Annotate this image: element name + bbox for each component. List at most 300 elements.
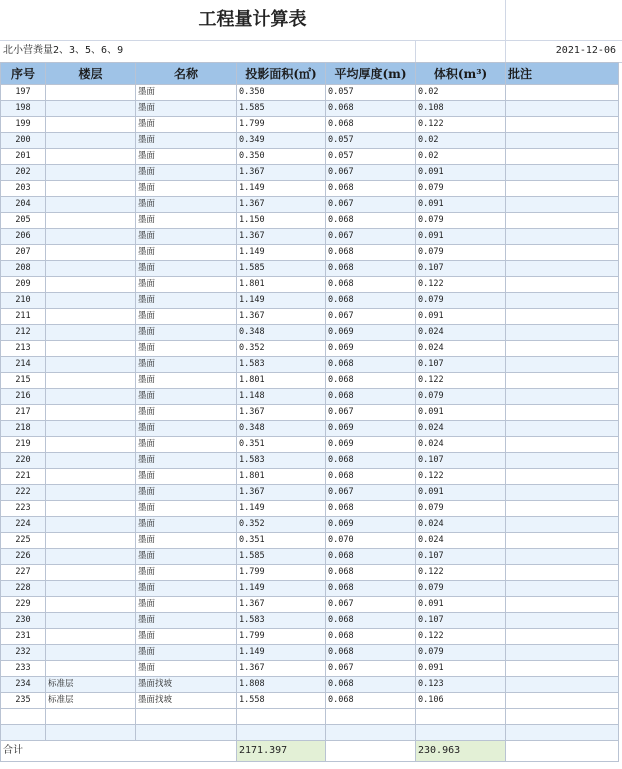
cell-thickness[interactable]: 0.068 — [326, 565, 416, 581]
cell-name[interactable]: 墨面 — [136, 213, 237, 229]
cell-area[interactable]: 1.149 — [237, 245, 326, 261]
cell-floor[interactable] — [46, 101, 136, 117]
cell-seq[interactable]: 215 — [1, 373, 46, 389]
cell-note[interactable] — [506, 469, 619, 485]
table-row — [1, 277, 619, 293]
cell-volume[interactable]: 0.107 — [416, 261, 506, 277]
cell-note[interactable] — [506, 677, 619, 693]
cell-name[interactable]: 墨面 — [136, 341, 237, 357]
cell-seq[interactable]: 202 — [1, 165, 46, 181]
cell-seq[interactable]: 225 — [1, 533, 46, 549]
cell-seq[interactable]: 235 — [1, 693, 46, 709]
cell-thickness[interactable]: 0.068 — [326, 373, 416, 389]
cell-seq[interactable]: 214 — [1, 357, 46, 373]
cell-note[interactable] — [506, 661, 619, 677]
cell-floor[interactable]: 标准层 — [46, 677, 136, 693]
cell-volume[interactable]: 0.091 — [416, 661, 506, 677]
cell-thickness[interactable]: 0.067 — [326, 661, 416, 677]
cell-floor[interactable] — [46, 117, 136, 133]
cell-area[interactable]: 0.348 — [237, 421, 326, 437]
cell-seq[interactable]: 218 — [1, 421, 46, 437]
cell-thickness[interactable]: 0.068 — [326, 245, 416, 261]
cell-name[interactable]: 墨面找坡 — [136, 677, 237, 693]
cell-note[interactable] — [506, 405, 619, 421]
cell-name[interactable]: 墨面 — [136, 453, 237, 469]
project-name[interactable]: 北小营粪量2、3、5、6、9 — [3, 45, 124, 56]
cell-area[interactable]: 1.149 — [237, 293, 326, 309]
cell-floor[interactable] — [46, 533, 136, 549]
cell-floor[interactable] — [46, 133, 136, 149]
cell-area[interactable]: 1.367 — [237, 485, 326, 501]
cell-thickness[interactable]: 0.068 — [326, 389, 416, 405]
cell-area[interactable]: 1.367 — [237, 661, 326, 677]
cell-note[interactable] — [506, 693, 619, 709]
cell-floor[interactable] — [46, 469, 136, 485]
cell-note[interactable] — [506, 229, 619, 245]
cell-name[interactable]: 墨面 — [136, 421, 237, 437]
cell-volume[interactable]: 0.079 — [416, 181, 506, 197]
cell-area[interactable]: 1.148 — [237, 389, 326, 405]
col-header-floor[interactable]: 楼层 — [46, 63, 136, 85]
cell-name[interactable]: 墨面 — [136, 405, 237, 421]
cell-volume[interactable]: 0.091 — [416, 165, 506, 181]
cell-volume[interactable]: 0.024 — [416, 341, 506, 357]
cell-seq[interactable]: 220 — [1, 453, 46, 469]
cell-floor[interactable] — [46, 645, 136, 661]
table-body — [1, 85, 619, 709]
cell-floor[interactable] — [46, 245, 136, 261]
cell-thickness[interactable]: 0.067 — [326, 485, 416, 501]
cell-note[interactable] — [506, 613, 619, 629]
cell-thickness[interactable]: 0.068 — [326, 645, 416, 661]
cell-floor[interactable] — [46, 85, 136, 101]
cell-volume[interactable]: 0.107 — [416, 357, 506, 373]
col-header-note[interactable]: 批注 — [506, 63, 619, 85]
cell-thickness[interactable]: 0.070 — [326, 533, 416, 549]
cell-thickness[interactable]: 0.068 — [326, 693, 416, 709]
cell-name[interactable]: 墨面 — [136, 645, 237, 661]
cell-name[interactable]: 墨面 — [136, 389, 237, 405]
cell-volume[interactable]: 0.122 — [416, 373, 506, 389]
cell-floor[interactable] — [46, 277, 136, 293]
cell-seq[interactable]: 205 — [1, 213, 46, 229]
cell-thickness[interactable]: 0.069 — [326, 421, 416, 437]
cell-thickness[interactable]: 0.068 — [326, 293, 416, 309]
cell-seq[interactable]: 209 — [1, 277, 46, 293]
cell-area[interactable]: 1.801 — [237, 277, 326, 293]
cell-name[interactable]: 墨面 — [136, 533, 237, 549]
cell-name[interactable]: 墨面 — [136, 469, 237, 485]
cell-area[interactable]: 1.367 — [237, 197, 326, 213]
cell-volume[interactable]: 0.02 — [416, 85, 506, 101]
cell-area[interactable]: 1.799 — [237, 629, 326, 645]
cell-volume[interactable]: 0.107 — [416, 549, 506, 565]
cell-floor[interactable] — [46, 293, 136, 309]
col-header-volume[interactable]: 体积(m³) — [416, 63, 506, 85]
cell-thickness[interactable]: 0.068 — [326, 277, 416, 293]
cell-area[interactable]: 1.585 — [237, 101, 326, 117]
cell-floor[interactable] — [46, 373, 136, 389]
cell-floor[interactable] — [46, 549, 136, 565]
table-row — [1, 101, 619, 117]
cell-seq[interactable]: 200 — [1, 133, 46, 149]
total-volume[interactable]: 230.963 — [416, 741, 506, 762]
cell-floor[interactable] — [46, 261, 136, 277]
cell-volume[interactable]: 0.079 — [416, 213, 506, 229]
cell-volume[interactable]: 0.079 — [416, 645, 506, 661]
cell-thickness[interactable]: 0.068 — [326, 357, 416, 373]
cell-name[interactable]: 墨面 — [136, 581, 237, 597]
cell-area[interactable]: 0.350 — [237, 85, 326, 101]
cell-volume[interactable]: 0.107 — [416, 453, 506, 469]
cell-name[interactable]: 墨面 — [136, 325, 237, 341]
cell-floor[interactable] — [46, 341, 136, 357]
cell-volume[interactable]: 0.091 — [416, 405, 506, 421]
cell-volume[interactable]: 0.091 — [416, 309, 506, 325]
cell-floor[interactable] — [46, 357, 136, 373]
table-row — [1, 549, 619, 565]
cell-name[interactable]: 墨面 — [136, 597, 237, 613]
cell-thickness[interactable]: 0.068 — [326, 181, 416, 197]
table-row — [1, 629, 619, 645]
cell-floor[interactable] — [46, 613, 136, 629]
col-header-thickness[interactable]: 平均厚度(m) — [326, 63, 416, 85]
cell-name[interactable]: 墨面 — [136, 629, 237, 645]
header-row — [1, 63, 619, 85]
cell-floor[interactable] — [46, 181, 136, 197]
cell-floor[interactable] — [46, 213, 136, 229]
cell-thickness[interactable]: 0.067 — [326, 229, 416, 245]
cell-name[interactable]: 墨面 — [136, 277, 237, 293]
cell-note[interactable] — [506, 549, 619, 565]
cell-seq[interactable]: 222 — [1, 485, 46, 501]
cell-thickness[interactable]: 0.068 — [326, 101, 416, 117]
cell-area[interactable]: 0.349 — [237, 133, 326, 149]
cell-name[interactable]: 墨面 — [136, 501, 237, 517]
cell-seq[interactable]: 219 — [1, 437, 46, 453]
cell-seq[interactable]: 201 — [1, 149, 46, 165]
cell-name[interactable]: 墨面 — [136, 197, 237, 213]
cell-volume[interactable]: 0.091 — [416, 229, 506, 245]
cell-name[interactable]: 墨面 — [136, 549, 237, 565]
cell-note[interactable] — [506, 309, 619, 325]
cell-floor[interactable] — [46, 389, 136, 405]
cell-volume[interactable]: 0.122 — [416, 277, 506, 293]
cell-area[interactable]: 1.367 — [237, 405, 326, 421]
cell-volume[interactable]: 0.108 — [416, 101, 506, 117]
cell-name[interactable]: 墨面 — [136, 517, 237, 533]
cell-note[interactable] — [506, 565, 619, 581]
cell-name[interactable]: 墨面 — [136, 245, 237, 261]
sheet-date[interactable]: 2021-12-06 — [555, 45, 616, 56]
col-header-seq[interactable]: 序号 — [1, 63, 46, 85]
cell-seq[interactable]: 230 — [1, 613, 46, 629]
cell-note[interactable] — [506, 133, 619, 149]
cell-volume[interactable]: 0.106 — [416, 693, 506, 709]
cell-name[interactable]: 墨面 — [136, 437, 237, 453]
cell-floor[interactable] — [46, 501, 136, 517]
cell-seq[interactable]: 226 — [1, 549, 46, 565]
cell-volume[interactable]: 0.079 — [416, 581, 506, 597]
cell-name[interactable]: 墨面 — [136, 229, 237, 245]
cell-floor[interactable] — [46, 485, 136, 501]
cell-thickness[interactable]: 0.068 — [326, 213, 416, 229]
cell-area[interactable]: 1.799 — [237, 117, 326, 133]
cell-seq[interactable]: 221 — [1, 469, 46, 485]
cell-name[interactable]: 墨面 — [136, 117, 237, 133]
cell-note[interactable] — [506, 101, 619, 117]
cell-area[interactable]: 1.367 — [237, 229, 326, 245]
table-row — [1, 517, 619, 533]
cell-note[interactable] — [506, 261, 619, 277]
cell-thickness[interactable]: 0.069 — [326, 341, 416, 357]
cell-area[interactable]: 1.801 — [237, 373, 326, 389]
cell-name[interactable]: 墨面 — [136, 261, 237, 277]
cell-seq[interactable]: 231 — [1, 629, 46, 645]
cell-seq[interactable]: 197 — [1, 85, 46, 101]
cell-volume[interactable]: 0.02 — [416, 149, 506, 165]
col-header-area[interactable]: 投影面积(㎡) — [237, 63, 326, 85]
cell-thickness[interactable]: 0.068 — [326, 677, 416, 693]
cell-thickness[interactable]: 0.057 — [326, 149, 416, 165]
cell-area[interactable]: 1.799 — [237, 565, 326, 581]
cell-volume[interactable]: 0.091 — [416, 197, 506, 213]
cell-note[interactable] — [506, 453, 619, 469]
cell-seq[interactable]: 216 — [1, 389, 46, 405]
cell-area[interactable]: 1.583 — [237, 453, 326, 469]
cell-floor[interactable] — [46, 597, 136, 613]
cell-volume[interactable]: 0.107 — [416, 613, 506, 629]
cell-area[interactable]: 0.351 — [237, 533, 326, 549]
cell-note[interactable] — [506, 581, 619, 597]
cell-floor[interactable] — [46, 565, 136, 581]
cell-thickness[interactable]: 0.067 — [326, 405, 416, 421]
cell-thickness[interactable]: 0.069 — [326, 517, 416, 533]
blank-row — [1, 725, 619, 741]
cell-area[interactable]: 1.150 — [237, 213, 326, 229]
cell-note[interactable] — [506, 373, 619, 389]
cell-name[interactable]: 墨面 — [136, 565, 237, 581]
cell-volume[interactable]: 0.122 — [416, 469, 506, 485]
cell-seq[interactable]: 204 — [1, 197, 46, 213]
cell-note[interactable] — [506, 437, 619, 453]
cell-area[interactable]: 0.352 — [237, 517, 326, 533]
cell-thickness[interactable]: 0.057 — [326, 133, 416, 149]
cell-name[interactable]: 墨面 — [136, 181, 237, 197]
cell-floor[interactable] — [46, 309, 136, 325]
cell-name[interactable]: 墨面 — [136, 485, 237, 501]
cell-note[interactable] — [506, 421, 619, 437]
cell-seq[interactable]: 211 — [1, 309, 46, 325]
cell-name[interactable]: 墨面 — [136, 165, 237, 181]
cell-thickness[interactable]: 0.068 — [326, 581, 416, 597]
cell-note[interactable] — [506, 517, 619, 533]
total-area[interactable]: 2171.397 — [237, 741, 326, 762]
cell-note[interactable] — [506, 245, 619, 261]
cell-note[interactable] — [506, 197, 619, 213]
cell-name[interactable]: 墨面 — [136, 101, 237, 117]
cell-note[interactable] — [506, 293, 619, 309]
cell-thickness[interactable]: 0.057 — [326, 85, 416, 101]
cell-seq[interactable]: 228 — [1, 581, 46, 597]
cell-floor[interactable]: 标准层 — [46, 693, 136, 709]
cell-area[interactable]: 1.585 — [237, 549, 326, 565]
cell-floor[interactable] — [46, 165, 136, 181]
cell-floor[interactable] — [46, 517, 136, 533]
cell-note[interactable] — [506, 165, 619, 181]
cell-name[interactable]: 墨面 — [136, 293, 237, 309]
cell-area[interactable]: 1.149 — [237, 181, 326, 197]
cell-thickness[interactable]: 0.068 — [326, 261, 416, 277]
cell-seq[interactable]: 210 — [1, 293, 46, 309]
cell-volume[interactable]: 0.079 — [416, 245, 506, 261]
cell-area[interactable]: 0.352 — [237, 341, 326, 357]
total-label[interactable]: 合计 — [1, 741, 237, 762]
table-row — [1, 469, 619, 485]
cell-floor[interactable] — [46, 453, 136, 469]
cell-thickness[interactable]: 0.069 — [326, 325, 416, 341]
cell-note[interactable] — [506, 485, 619, 501]
table-row — [1, 309, 619, 325]
cell-area[interactable]: 1.149 — [237, 645, 326, 661]
cell-name[interactable]: 墨面找坡 — [136, 693, 237, 709]
cell-volume[interactable]: 0.122 — [416, 565, 506, 581]
cell-thickness[interactable]: 0.067 — [326, 309, 416, 325]
cell-note[interactable] — [506, 597, 619, 613]
cell-seq[interactable]: 217 — [1, 405, 46, 421]
cell-name[interactable]: 墨面 — [136, 85, 237, 101]
cell-area[interactable]: 1.583 — [237, 357, 326, 373]
cell-note[interactable] — [506, 341, 619, 357]
cell-floor[interactable] — [46, 149, 136, 165]
cell-volume[interactable]: 0.122 — [416, 117, 506, 133]
cell-area[interactable]: 0.348 — [237, 325, 326, 341]
cell-note[interactable] — [506, 149, 619, 165]
table-row — [1, 693, 619, 709]
cell-note[interactable] — [506, 85, 619, 101]
cell-note[interactable] — [506, 117, 619, 133]
cell-area[interactable]: 1.367 — [237, 309, 326, 325]
cell-seq[interactable]: 224 — [1, 517, 46, 533]
cell-volume[interactable]: 0.024 — [416, 533, 506, 549]
cell-area[interactable]: 1.808 — [237, 677, 326, 693]
cell-thickness[interactable]: 0.067 — [326, 597, 416, 613]
cell-name[interactable]: 墨面 — [136, 613, 237, 629]
cell-note[interactable] — [506, 325, 619, 341]
cell-thickness[interactable]: 0.069 — [326, 437, 416, 453]
cell-floor[interactable] — [46, 229, 136, 245]
cell-floor[interactable] — [46, 437, 136, 453]
cell-note[interactable] — [506, 629, 619, 645]
cell-seq[interactable]: 198 — [1, 101, 46, 117]
cell-volume[interactable]: 0.122 — [416, 629, 506, 645]
cell-volume[interactable]: 0.024 — [416, 325, 506, 341]
cell-note[interactable] — [506, 389, 619, 405]
cell-area[interactable]: 1.149 — [237, 501, 326, 517]
cell-volume[interactable]: 0.024 — [416, 437, 506, 453]
cell-name[interactable]: 墨面 — [136, 309, 237, 325]
cell-seq[interactable]: 223 — [1, 501, 46, 517]
cell-seq[interactable]: 212 — [1, 325, 46, 341]
col-header-name[interactable]: 名称 — [136, 63, 237, 85]
cell-volume[interactable]: 0.024 — [416, 421, 506, 437]
cell-note[interactable] — [506, 645, 619, 661]
cell-seq[interactable]: 203 — [1, 181, 46, 197]
cell-thickness[interactable]: 0.068 — [326, 117, 416, 133]
cell-seq[interactable]: 227 — [1, 565, 46, 581]
cell-volume[interactable]: 0.024 — [416, 517, 506, 533]
cell-area[interactable]: 0.350 — [237, 149, 326, 165]
cell-floor[interactable] — [46, 629, 136, 645]
cell-note[interactable] — [506, 213, 619, 229]
cell-volume[interactable]: 0.123 — [416, 677, 506, 693]
cell-thickness[interactable]: 0.068 — [326, 453, 416, 469]
cell-area[interactable]: 1.585 — [237, 261, 326, 277]
cell-seq[interactable]: 213 — [1, 341, 46, 357]
cell-floor[interactable] — [46, 325, 136, 341]
cell-note[interactable] — [506, 277, 619, 293]
cell-thickness[interactable]: 0.068 — [326, 549, 416, 565]
cell-volume[interactable]: 0.091 — [416, 485, 506, 501]
cell-thickness[interactable]: 0.068 — [326, 501, 416, 517]
cell-seq[interactable]: 234 — [1, 677, 46, 693]
sheet-title: 工程量计算表 — [198, 9, 307, 30]
table-row — [1, 245, 619, 261]
cell-thickness[interactable]: 0.068 — [326, 469, 416, 485]
cell-seq[interactable]: 233 — [1, 661, 46, 677]
cell-volume[interactable]: 0.079 — [416, 389, 506, 405]
cell-seq[interactable]: 206 — [1, 229, 46, 245]
cell-thickness[interactable]: 0.067 — [326, 197, 416, 213]
cell-volume[interactable]: 0.079 — [416, 501, 506, 517]
cell-note[interactable] — [506, 501, 619, 517]
cell-area[interactable]: 1.367 — [237, 597, 326, 613]
cell-seq[interactable]: 208 — [1, 261, 46, 277]
cell-area[interactable]: 0.351 — [237, 437, 326, 453]
cell-seq[interactable]: 199 — [1, 117, 46, 133]
cell-name[interactable]: 墨面 — [136, 149, 237, 165]
cell-name[interactable]: 墨面 — [136, 133, 237, 149]
cell-name[interactable]: 墨面 — [136, 357, 237, 373]
cell-seq[interactable]: 232 — [1, 645, 46, 661]
cell-area[interactable]: 1.367 — [237, 165, 326, 181]
cell-thickness[interactable]: 0.067 — [326, 165, 416, 181]
cell-floor[interactable] — [46, 661, 136, 677]
cell-name[interactable]: 墨面 — [136, 373, 237, 389]
cell-area[interactable]: 1.558 — [237, 693, 326, 709]
cell-seq[interactable]: 229 — [1, 597, 46, 613]
cell-volume[interactable]: 0.091 — [416, 597, 506, 613]
cell-thickness[interactable]: 0.068 — [326, 613, 416, 629]
cell-area[interactable]: 1.801 — [237, 469, 326, 485]
cell-floor[interactable] — [46, 197, 136, 213]
cell-volume[interactable]: 0.079 — [416, 293, 506, 309]
cell-note[interactable] — [506, 533, 619, 549]
cell-thickness[interactable]: 0.068 — [326, 629, 416, 645]
cell-note[interactable] — [506, 181, 619, 197]
cell-area[interactable]: 1.583 — [237, 613, 326, 629]
total-row — [1, 741, 619, 762]
cell-floor[interactable] — [46, 405, 136, 421]
cell-note[interactable] — [506, 357, 619, 373]
cell-area[interactable]: 1.149 — [237, 581, 326, 597]
cell-seq[interactable]: 207 — [1, 245, 46, 261]
cell-name[interactable]: 墨面 — [136, 661, 237, 677]
title-row — [0, 0, 622, 41]
cell-floor[interactable] — [46, 581, 136, 597]
cell-volume[interactable]: 0.02 — [416, 133, 506, 149]
cell-floor[interactable] — [46, 421, 136, 437]
